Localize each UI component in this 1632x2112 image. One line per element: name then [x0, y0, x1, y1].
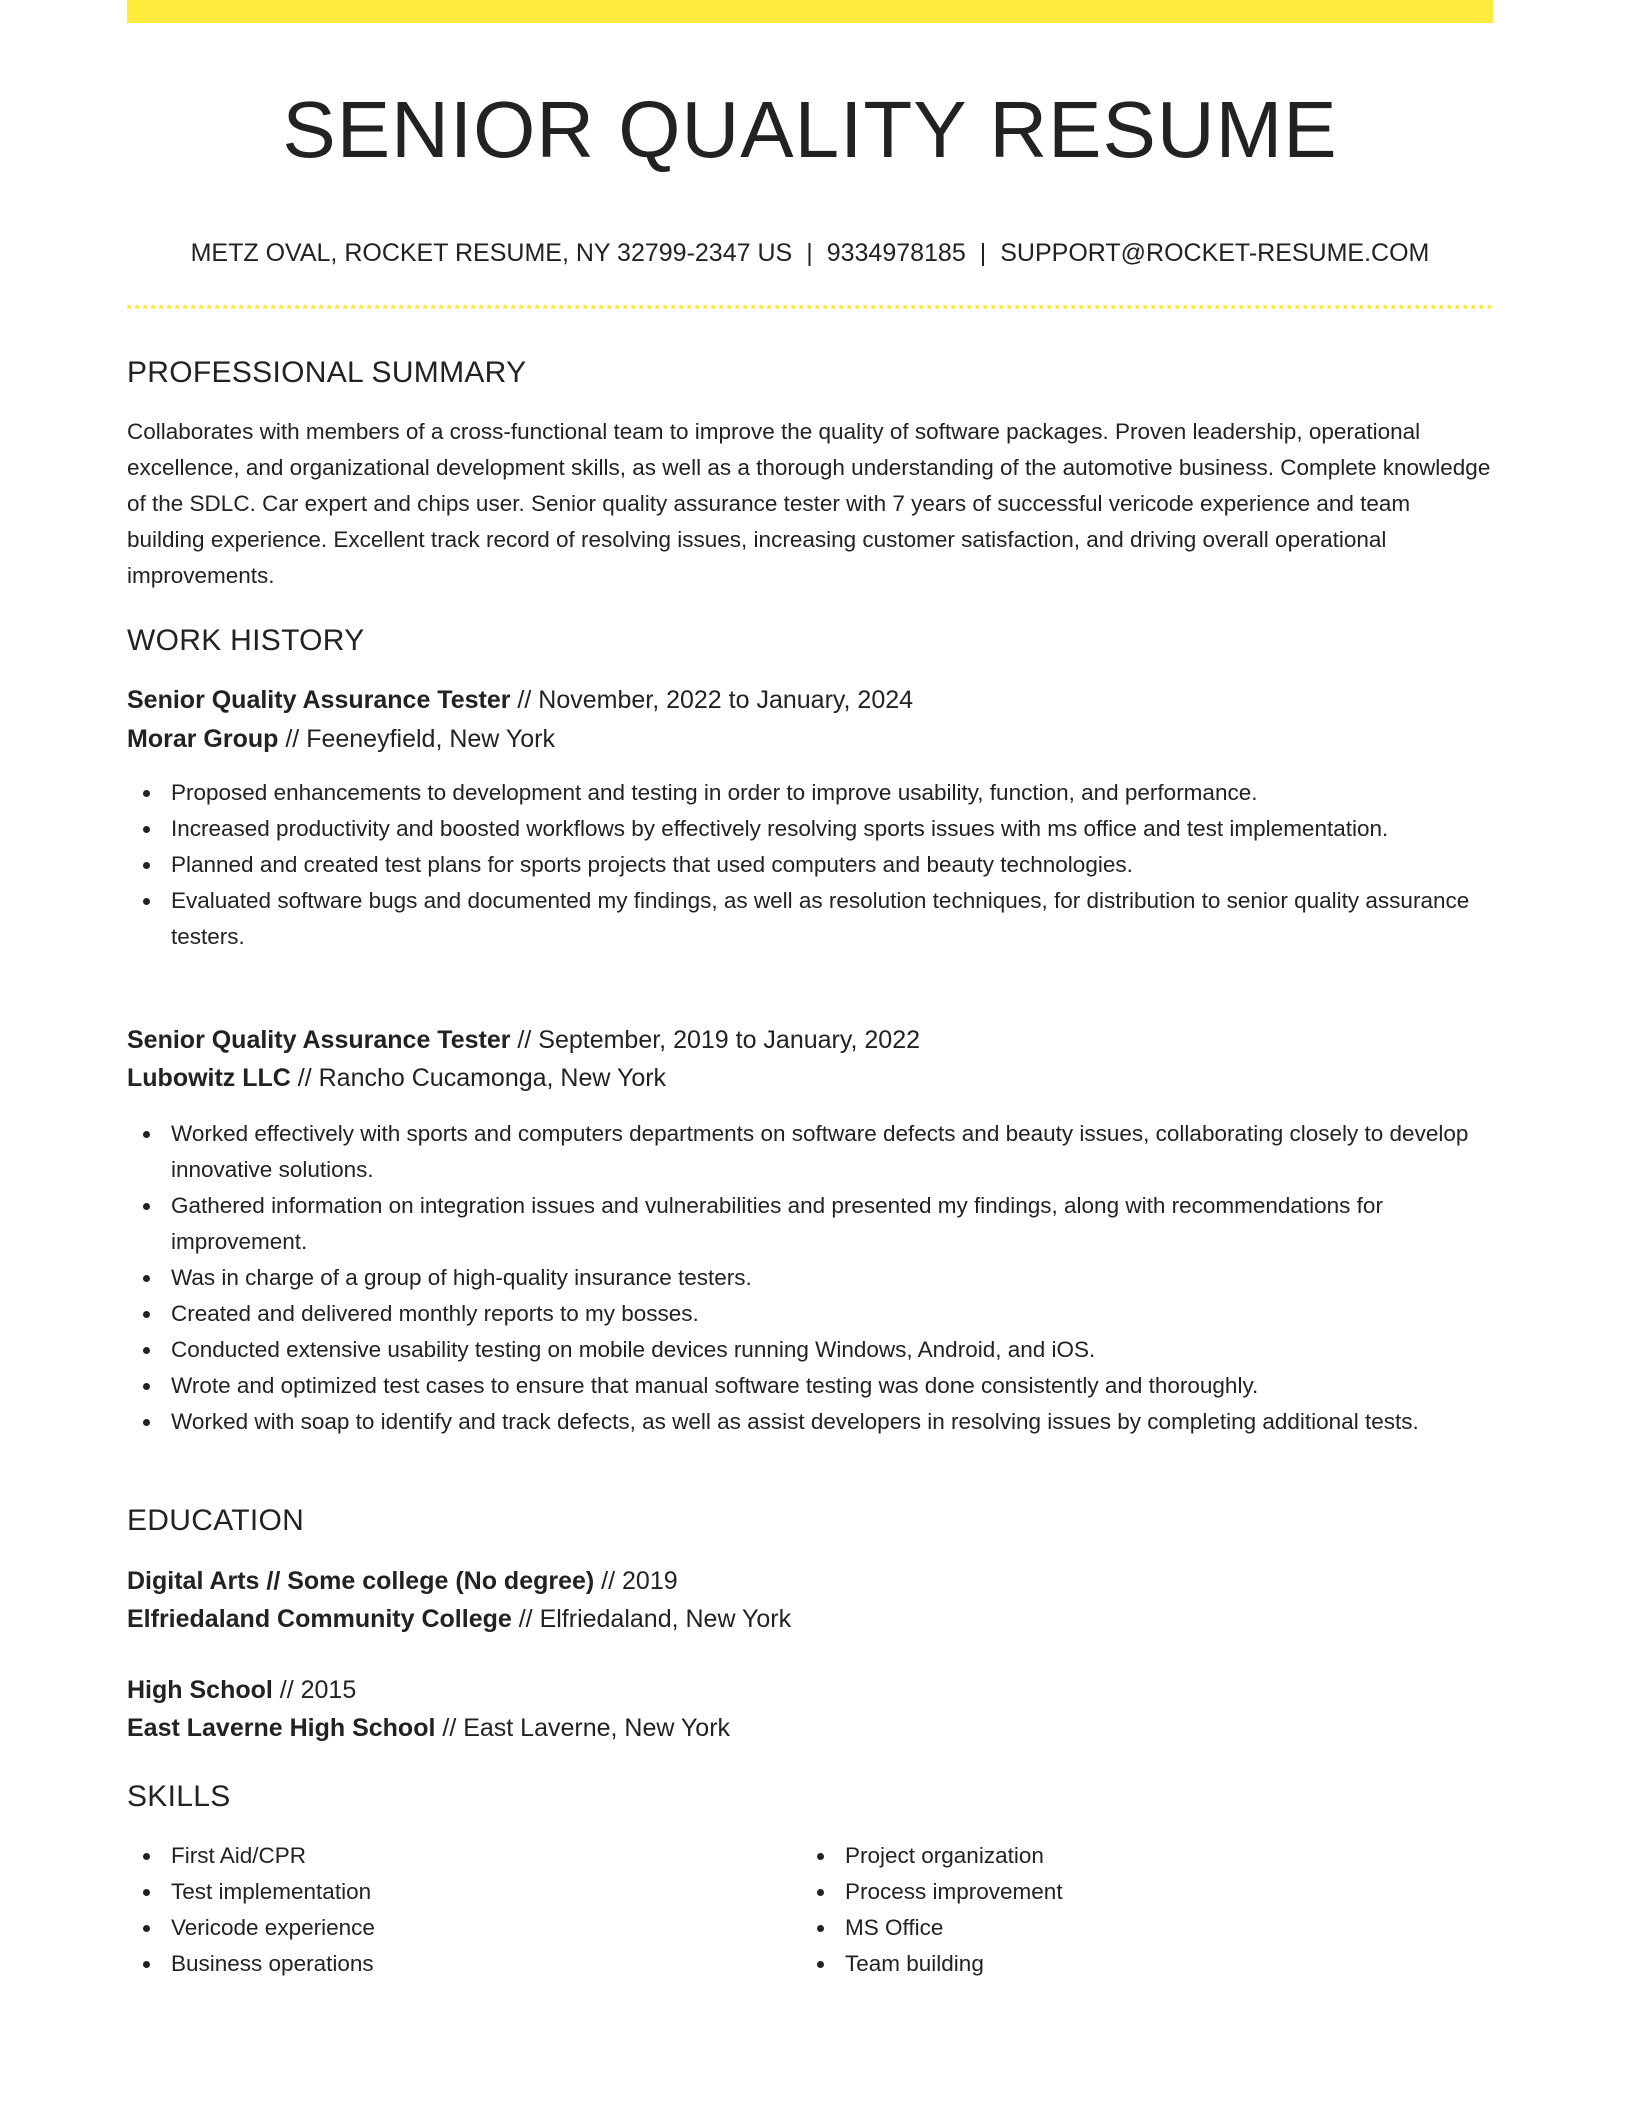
- job-title: Senior Quality Assurance Tester: [127, 686, 511, 714]
- skills-list-left: [127, 1838, 767, 1982]
- education-school: Elfriedaland Community College: [127, 1605, 512, 1633]
- contact-address: METZ OVAL, ROCKET RESUME, NY 32799-2347 US: [190, 239, 793, 267]
- list-item: Wrote and optimized test cases to ensure that manual software testing was done consistently and thoroughly.: [127, 1368, 1493, 1404]
- skill-item: Project organization: [801, 1838, 1441, 1874]
- contact-line: [127, 236, 1493, 270]
- skills-heading: SKILLS: [127, 1780, 231, 1813]
- skill-item: Team building: [801, 1946, 1441, 1982]
- skill-item: Test implementation: [127, 1874, 767, 1910]
- skill-item: Vericode experience: [127, 1910, 767, 1946]
- skill-item: Process improvement: [801, 1874, 1441, 1910]
- education-degree-line: [127, 1564, 678, 1598]
- work-history-heading: WORK HISTORY: [127, 624, 365, 657]
- list-item: Increased productivity and boosted workflows by effectively resolving sports issues with ms office and test implementation.: [127, 811, 1493, 847]
- skills-list-right: [801, 1838, 1441, 1982]
- education-degree: Digital Arts // Some college (No degree): [127, 1567, 595, 1595]
- contact-separator: |: [806, 239, 813, 267]
- education-school-line: [127, 1602, 791, 1636]
- list-item: Gathered information on integration issues and vulnerabilities and presented my findings, along with recommendations for improvement.: [127, 1188, 1493, 1260]
- contact-email: SUPPORT@ROCKET-RESUME.COM: [1000, 239, 1430, 267]
- job-dates: // November, 2022 to January, 2024: [510, 686, 914, 714]
- list-item: Was in charge of a group of high-quality insurance testers.: [127, 1260, 1493, 1296]
- education-year: // 2015: [272, 1676, 357, 1704]
- list-item: Worked with soap to identify and track defects, as well as assist developers in resolving issues by completing additional tests.: [127, 1404, 1493, 1440]
- education-degree-line: [127, 1673, 356, 1707]
- job-title-line: [127, 683, 913, 717]
- skill-item: First Aid/CPR: [127, 1838, 767, 1874]
- job-company: Morar Group: [127, 725, 279, 753]
- contact-phone: 9334978185: [826, 239, 966, 267]
- list-item: Worked effectively with sports and computers departments on software defects and beauty issues, collaborating closely to develop innovative solutions.: [127, 1116, 1493, 1188]
- education-school-line: [127, 1711, 730, 1745]
- list-item: Created and delivered monthly reports to my bosses.: [127, 1296, 1493, 1332]
- education-year: // 2019: [594, 1567, 678, 1595]
- education-location: // East Laverne, New York: [435, 1714, 731, 1742]
- job-company: Lubowitz LLC: [127, 1064, 291, 1092]
- page-title: SENIOR QUALITY RESUME: [282, 85, 1338, 174]
- job-title-line: [127, 1023, 920, 1057]
- job-company-line: [127, 722, 555, 756]
- job-title: Senior Quality Assurance Tester: [127, 1026, 511, 1054]
- education-school: East Laverne High School: [127, 1714, 436, 1742]
- job-dates: // September, 2019 to January, 2022: [510, 1026, 921, 1054]
- list-item: Planned and created test plans for sports projects that used computers and beauty technologies.: [127, 847, 1493, 883]
- summary-text: Collaborates with members of a cross-functional team to improve the quality of software packages. Proven leadership, operational excellence, and organizational development skills, as well as a thorough understanding of the automotive business. Complete knowledge of the SDLC. Car expert and chips user. Senior quality assurance tester with 7 years of successful vericode experience and team building experience. Excellent track record of resolving issues, increasing customer satisfaction, and driving overall operational improvements.: [127, 419, 1491, 588]
- job-company-line: [127, 1061, 666, 1095]
- education-degree: High School: [127, 1676, 273, 1704]
- education-location: // Elfriedaland, New York: [511, 1605, 792, 1633]
- summary-heading: PROFESSIONAL SUMMARY: [127, 356, 527, 389]
- job-bullets: [127, 775, 1493, 955]
- list-item: Proposed enhancements to development and testing in order to improve usability, function, and performance.: [127, 775, 1493, 811]
- skill-item: Business operations: [127, 1946, 767, 1982]
- list-item: Conducted extensive usability testing on mobile devices running Windows, Android, and iOS.: [127, 1332, 1493, 1368]
- skill-item: MS Office: [801, 1910, 1441, 1946]
- header-divider: [127, 305, 1493, 309]
- job-location: // Feeneyfield, New York: [278, 725, 555, 753]
- list-item: Evaluated software bugs and documented my findings, as well as resolution techniques, for distribution to senior quality assurance testers.: [127, 883, 1493, 955]
- job-bullets: [127, 1116, 1493, 1440]
- contact-separator: |: [979, 239, 987, 267]
- job-location: // Rancho Cucamonga, New York: [290, 1064, 667, 1092]
- top-accent-bar: [127, 0, 1493, 23]
- education-heading: EDUCATION: [127, 1504, 305, 1537]
